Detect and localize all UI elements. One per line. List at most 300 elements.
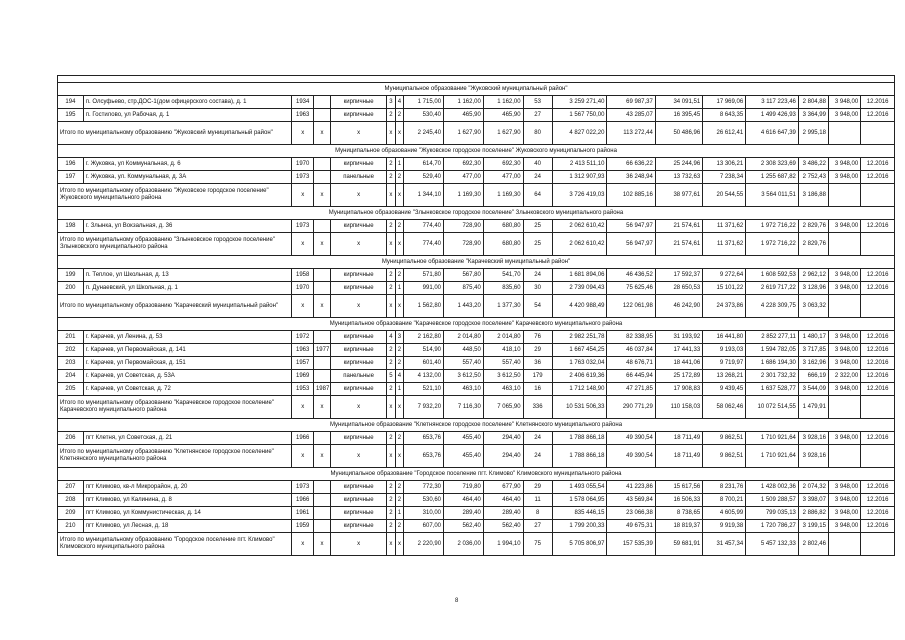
total-cell: 24 373,86 <box>703 295 746 318</box>
table-cell: 692,30 <box>444 158 484 171</box>
table-cell: 66 445,94 <box>607 370 655 383</box>
table-cell: 196 <box>58 158 84 171</box>
total-cell: 1 627,90 <box>483 122 523 145</box>
table-cell: 289,40 <box>444 507 484 520</box>
table-cell <box>313 171 330 184</box>
table-cell: 3 948,00 <box>828 383 860 396</box>
total-cell: х <box>331 533 387 556</box>
table-cell: 2 982 251,78 <box>552 331 607 344</box>
total-cell: 455,40 <box>444 445 484 468</box>
table-cell: 3 162,96 <box>798 357 828 370</box>
table-cell: 31 193,92 <box>655 331 702 344</box>
table-cell: 1 594 782,05 <box>746 344 799 357</box>
total-cell: 2 245,40 <box>404 122 444 145</box>
table-cell: 3 544,09 <box>798 383 828 396</box>
table-cell: 1 480,17 <box>798 331 828 344</box>
table-cell <box>313 109 330 122</box>
table-cell <box>313 520 330 533</box>
total-cell: 20 544,55 <box>703 184 746 207</box>
total-row <box>58 396 895 419</box>
table-cell: 11 <box>523 494 552 507</box>
table-cell: 1958 <box>292 269 314 282</box>
table-cell: 2 074,32 <box>798 481 828 494</box>
table-cell: 5 <box>387 370 396 383</box>
total-cell: 2 036,00 <box>444 533 484 556</box>
table-cell: г. Жуковка, ул Коммунальная, д. 6 <box>83 158 292 171</box>
table-cell: 25 <box>523 220 552 233</box>
table-cell: 2 162,80 <box>404 331 444 344</box>
total-cell: 38 977,61 <box>655 184 702 207</box>
table-cell: 12.2016 <box>861 507 895 520</box>
total-cell: х <box>292 533 314 556</box>
table-cell: 465,90 <box>444 109 484 122</box>
section-header <box>58 83 895 96</box>
table-cell: 4 <box>395 96 404 109</box>
table-cell: 1970 <box>292 158 314 171</box>
total-label: Итого по муниципальному образованию "Жуковское городское поселение" Жуковского муниципального района <box>58 184 292 207</box>
table-cell: 2 413 511,10 <box>552 158 607 171</box>
table-cell: 1 712 148,90 <box>552 383 607 396</box>
total-cell: х <box>331 445 387 468</box>
total-cell: 1 443,20 <box>444 295 484 318</box>
table-row <box>58 220 895 233</box>
table-cell: 567,80 <box>444 269 484 282</box>
table-cell <box>313 269 330 282</box>
table-cell: 2 <box>387 344 396 357</box>
table-cell <box>313 507 330 520</box>
table-cell: 4 132,00 <box>404 370 444 383</box>
table-cell: 204 <box>58 370 84 383</box>
table-cell: 69 987,37 <box>607 96 655 109</box>
table-cell: 3 128,96 <box>798 282 828 295</box>
table-cell: 3 199,15 <box>798 520 828 533</box>
table-cell: п. Олсуфьево, стр.ДОС-1(дом офицерского состава), д. 1 <box>83 96 292 109</box>
section-header <box>58 419 895 432</box>
table-cell: 12.2016 <box>861 432 895 445</box>
table-cell: 2 <box>387 158 396 171</box>
total-cell: х <box>387 184 396 207</box>
total-cell: х <box>395 122 404 145</box>
table-cell: 27 <box>523 520 552 533</box>
total-row <box>58 445 895 468</box>
total-cell: 336 <box>523 396 552 419</box>
table-cell: 9 193,03 <box>703 344 746 357</box>
table-cell: 12.2016 <box>861 344 895 357</box>
total-cell: х <box>292 295 314 318</box>
table-cell: 17 592,37 <box>655 269 702 282</box>
table-cell: 1961 <box>292 507 314 520</box>
total-cell: х <box>292 122 314 145</box>
table-cell: 195 <box>58 109 84 122</box>
table-cell: 3 948,00 <box>828 269 860 282</box>
total-cell <box>861 533 895 556</box>
total-cell <box>861 396 895 419</box>
total-cell: 1 169,30 <box>444 184 484 207</box>
total-cell: х <box>387 396 396 419</box>
total-cell: х <box>292 233 314 256</box>
total-cell: 1 377,30 <box>483 295 523 318</box>
table-cell: 1 799 200,33 <box>552 520 607 533</box>
total-label: Итого по муниципальному образованию "Жуковский муниципальный район" <box>58 122 292 145</box>
table-cell: 3 948,00 <box>828 282 860 295</box>
table-cell: пгт Климово, ул Лесная, д. 18 <box>83 520 292 533</box>
table-cell: 562,40 <box>483 520 523 533</box>
total-row <box>58 184 895 207</box>
table-cell: кирпичные <box>331 109 387 122</box>
table-row <box>58 171 895 184</box>
table-cell: 2 <box>395 357 404 370</box>
table-cell: 2 739 094,43 <box>552 282 607 295</box>
table-cell: кирпичные <box>331 383 387 396</box>
table-cell: 2 <box>387 481 396 494</box>
table-cell <box>313 357 330 370</box>
table-cell: 455,40 <box>444 432 484 445</box>
table-cell: 614,70 <box>404 158 444 171</box>
table-cell: 1970 <box>292 282 314 295</box>
total-cell: х <box>313 445 330 468</box>
table-row <box>58 109 895 122</box>
table-cell: 1972 <box>292 331 314 344</box>
table-cell: 3 928,16 <box>798 432 828 445</box>
total-cell: 4 228 309,75 <box>746 295 799 318</box>
table-cell: 1966 <box>292 432 314 445</box>
total-cell: 24 <box>523 445 552 468</box>
table-cell: 448,50 <box>444 344 484 357</box>
total-cell: х <box>331 396 387 419</box>
section-title: Муниципальное образование "Карачевское городское поселение" Карачевского муниципального района <box>58 318 895 331</box>
total-cell: х <box>395 396 404 419</box>
total-cell <box>861 445 895 468</box>
table-cell: 2 <box>387 432 396 445</box>
table-row <box>58 432 895 445</box>
total-cell: 7 116,30 <box>444 396 484 419</box>
total-cell: 1 344,10 <box>404 184 444 207</box>
table-cell: 2 <box>387 282 396 295</box>
total-label: Итого по муниципальному образованию "Городское поселение пгт. Климово" Климовского муниципального района <box>58 533 292 556</box>
table-cell: 8 231,76 <box>703 481 746 494</box>
table-cell: 3 364,99 <box>798 109 828 122</box>
table-cell: 1 681 894,06 <box>552 269 607 282</box>
table-cell: 557,40 <box>444 357 484 370</box>
table-cell: 205 <box>58 383 84 396</box>
table-cell: 4 <box>387 331 396 344</box>
table-cell: 2 062 610,42 <box>552 220 607 233</box>
table-cell: 43 569,84 <box>607 494 655 507</box>
total-cell: х <box>387 445 396 468</box>
table-cell: п. Дунаевский, ул Школьная, д. 1 <box>83 282 292 295</box>
table-cell: 53 <box>523 96 552 109</box>
table-cell: 16 <box>523 383 552 396</box>
table-cell: 3 612,50 <box>483 370 523 383</box>
table-cell: 418,10 <box>483 344 523 357</box>
total-cell: 1 710 921,64 <box>746 445 799 468</box>
table-cell: 16 506,33 <box>655 494 702 507</box>
total-cell: х <box>395 233 404 256</box>
table-cell: 15 101,22 <box>703 282 746 295</box>
section-header <box>58 318 895 331</box>
total-cell: 9 862,51 <box>703 445 746 468</box>
total-cell: 110 158,03 <box>655 396 702 419</box>
table-cell: 464,40 <box>444 494 484 507</box>
total-cell: х <box>387 295 396 318</box>
total-cell: х <box>395 184 404 207</box>
total-cell: х <box>313 122 330 145</box>
page-number: 8 <box>455 598 459 604</box>
total-cell: 1 169,30 <box>483 184 523 207</box>
total-cell: х <box>387 233 396 256</box>
table-cell: 24 <box>523 269 552 282</box>
table-cell: 465,90 <box>483 109 523 122</box>
total-cell: 64 <box>523 184 552 207</box>
table-cell: 24 <box>523 432 552 445</box>
table-cell: 1 <box>395 282 404 295</box>
table-cell: 835,60 <box>483 282 523 295</box>
total-cell: х <box>331 122 387 145</box>
table-cell: 2 <box>387 109 396 122</box>
table-cell: кирпичные <box>331 494 387 507</box>
total-label: Итого по муниципальному образованию "Карачевское городское поселение" Карачевского муниципального района <box>58 396 292 419</box>
table-cell: кирпичные <box>331 282 387 295</box>
table-cell: 477,00 <box>444 171 484 184</box>
table-cell: кирпичные <box>331 331 387 344</box>
table-row <box>58 494 895 507</box>
table-cell: 692,30 <box>483 158 523 171</box>
total-cell: 1 479,91 <box>798 396 828 419</box>
table-cell: пгт Климово, ул Коммунистическая, д. 14 <box>83 507 292 520</box>
table-cell: 2 962,12 <box>798 269 828 282</box>
table-cell: 1953 <box>292 383 314 396</box>
table-cell: г. Карачев, ул Советская, д. 72 <box>83 383 292 396</box>
total-cell: 2 829,76 <box>798 233 828 256</box>
table-cell: пгт Климово, кв-л Микрорайон, д. 20 <box>83 481 292 494</box>
table-cell: 2 <box>387 383 396 396</box>
table-cell: кирпичные <box>331 96 387 109</box>
table-cell: 12.2016 <box>861 96 895 109</box>
total-cell: 10 531 506,33 <box>552 396 607 419</box>
table-cell: 46 436,52 <box>607 269 655 282</box>
section-title: Муниципальное образование "Городское поселение пгт. Климово" Климовского муниципального района <box>58 468 895 481</box>
table-cell: 835 446,15 <box>552 507 607 520</box>
total-cell: 2 220,90 <box>404 533 444 556</box>
table-cell: 49 675,31 <box>607 520 655 533</box>
table-cell: 2 852 277,11 <box>746 331 799 344</box>
total-row <box>58 533 895 556</box>
total-cell: 774,40 <box>404 233 444 256</box>
table-cell: 1969 <box>292 370 314 383</box>
table-cell: г. Карачев, ул Первомайская, д. 141 <box>83 344 292 357</box>
table-cell: 719,80 <box>444 481 484 494</box>
total-cell: 58 062,46 <box>703 396 746 419</box>
table-cell: кирпичные <box>331 220 387 233</box>
total-cell: х <box>292 184 314 207</box>
table-cell: 12.2016 <box>861 494 895 507</box>
total-cell: х <box>313 396 330 419</box>
table-cell: 48 676,71 <box>607 357 655 370</box>
table-cell: 9 862,51 <box>703 432 746 445</box>
total-cell <box>828 445 860 468</box>
table-cell: 206 <box>58 432 84 445</box>
total-cell: х <box>292 396 314 419</box>
register-sheet <box>57 75 895 556</box>
total-cell <box>861 184 895 207</box>
total-label: Итого по муниципальному образованию "Клетнянское городское поселение" Клетнянского муниципального района <box>58 445 292 468</box>
total-cell: 54 <box>523 295 552 318</box>
table-cell: 2 <box>395 269 404 282</box>
section-title: Муниципальное образование "Жуковский муниципальный район" <box>58 83 895 96</box>
table-cell: 12.2016 <box>861 158 895 171</box>
table-cell: 1 162,00 <box>483 96 523 109</box>
table-body <box>58 76 895 556</box>
table-cell: 1 710 921,64 <box>746 432 799 445</box>
table-cell: кирпичные <box>331 344 387 357</box>
total-cell: 653,76 <box>404 445 444 468</box>
table-cell: кирпичные <box>331 158 387 171</box>
table-cell: кирпичные <box>331 269 387 282</box>
table-cell: 4 605,99 <box>703 507 746 520</box>
table-row <box>58 344 895 357</box>
table-cell <box>313 96 330 109</box>
table-cell: 1 493 055,54 <box>552 481 607 494</box>
total-cell: 5 457 132,33 <box>746 533 799 556</box>
total-cell: х <box>387 122 396 145</box>
table-cell: 16 395,45 <box>655 109 702 122</box>
total-cell: 3 564 011,51 <box>746 184 799 207</box>
table-row <box>58 269 895 282</box>
total-cell: 680,80 <box>483 233 523 256</box>
table-cell: 1 428 002,36 <box>746 481 799 494</box>
total-cell: х <box>387 533 396 556</box>
table-cell: 43 285,07 <box>607 109 655 122</box>
table-cell: 601,40 <box>404 357 444 370</box>
table-cell: 653,76 <box>404 432 444 445</box>
table-cell: 875,40 <box>444 282 484 295</box>
total-cell: 1 562,80 <box>404 295 444 318</box>
total-cell: 46 242,90 <box>655 295 702 318</box>
table-cell: 2 <box>387 269 396 282</box>
table-cell: 3 <box>387 96 396 109</box>
table-cell: 3 948,00 <box>828 220 860 233</box>
table-cell: 2 886,82 <box>798 507 828 520</box>
table-row <box>58 282 895 295</box>
table-cell: 24 <box>523 171 552 184</box>
total-cell: х <box>395 295 404 318</box>
table-cell: 12.2016 <box>861 171 895 184</box>
table-cell: 16 441,80 <box>703 331 746 344</box>
table-cell: 3 948,00 <box>828 432 860 445</box>
table-cell: 1 720 786,27 <box>746 520 799 533</box>
total-cell: 294,40 <box>483 445 523 468</box>
table-cell: 1 667 454,25 <box>552 344 607 357</box>
table-cell: 2 <box>387 171 396 184</box>
table-cell: 2 014,80 <box>483 331 523 344</box>
table-cell: 1973 <box>292 171 314 184</box>
total-cell: 4 827 022,20 <box>552 122 607 145</box>
table-cell: кирпичные <box>331 432 387 445</box>
table-cell: 12.2016 <box>861 383 895 396</box>
table-cell: 2 619 717,22 <box>746 282 799 295</box>
table-cell: г. Карачев, ул Ленина, д. 53 <box>83 331 292 344</box>
table-cell: панельные <box>331 171 387 184</box>
table-cell: 2 804,88 <box>798 96 828 109</box>
table-cell: 18 711,49 <box>655 432 702 445</box>
table-cell: 49 390,54 <box>607 432 655 445</box>
total-cell: 31 457,34 <box>703 533 746 556</box>
table-cell: 3 948,00 <box>828 481 860 494</box>
total-cell: 290 771,29 <box>607 396 655 419</box>
table-cell: 1 255 687,82 <box>746 171 799 184</box>
table-cell: 1973 <box>292 481 314 494</box>
total-cell: х <box>331 184 387 207</box>
total-cell: 157 535,39 <box>607 533 655 556</box>
table-cell: 8 643,35 <box>703 109 746 122</box>
total-cell: х <box>395 445 404 468</box>
table-cell: 2 301 732,32 <box>746 370 799 383</box>
table-cell: 3 <box>395 331 404 344</box>
table-row <box>58 383 895 396</box>
total-row <box>58 295 895 318</box>
table-cell: 1 715,00 <box>404 96 444 109</box>
table-cell: 201 <box>58 331 84 344</box>
table-cell: 2 <box>387 520 396 533</box>
table-cell: пгт Климово, ул Калинина, д. 8 <box>83 494 292 507</box>
total-cell: 80 <box>523 122 552 145</box>
table-row <box>58 158 895 171</box>
table-cell: 3 398,07 <box>798 494 828 507</box>
table-cell: г. Карачев, ул Советская, д. 53А <box>83 370 292 383</box>
table-cell: панельные <box>331 370 387 383</box>
total-cell: 21 574,61 <box>655 233 702 256</box>
total-cell: 25 <box>523 233 552 256</box>
table-cell: 18 441,06 <box>655 357 702 370</box>
table-cell: 9 439,45 <box>703 383 746 396</box>
table-row <box>58 96 895 109</box>
table-cell: 1959 <box>292 520 314 533</box>
table-cell: 1 499 426,93 <box>746 109 799 122</box>
table-cell: 198 <box>58 220 84 233</box>
table-cell <box>313 282 330 295</box>
table-cell: 2 <box>395 220 404 233</box>
table-cell: 23 066,38 <box>607 507 655 520</box>
table-cell: кирпичные <box>331 481 387 494</box>
table-cell: 1966 <box>292 494 314 507</box>
total-cell: 3 186,88 <box>798 184 828 207</box>
table-cell: 40 <box>523 158 552 171</box>
total-cell: 50 486,96 <box>655 122 702 145</box>
total-cell: х <box>313 295 330 318</box>
table-cell: 13 306,21 <box>703 158 746 171</box>
table-cell: 29 <box>523 481 552 494</box>
table-cell: 1963 <box>292 344 314 357</box>
table-cell: 2 <box>395 494 404 507</box>
total-cell: 728,90 <box>444 233 484 256</box>
total-cell: х <box>395 533 404 556</box>
table-cell: 3 486,22 <box>798 158 828 171</box>
table-cell: 30 <box>523 282 552 295</box>
total-cell: 75 <box>523 533 552 556</box>
table-cell: 1 686 194,30 <box>746 357 799 370</box>
total-cell: 1 994,10 <box>483 533 523 556</box>
table-cell: 2 <box>395 432 404 445</box>
table-cell: 1973 <box>292 220 314 233</box>
table-cell: 2 829,76 <box>798 220 828 233</box>
total-cell <box>828 533 860 556</box>
table-cell: 2 <box>387 507 396 520</box>
total-row <box>58 122 895 145</box>
table-cell: 75 625,46 <box>607 282 655 295</box>
table-cell: 3 948,00 <box>828 520 860 533</box>
table-cell: 289,40 <box>483 507 523 520</box>
table-cell: п. Теплое, ул Школьная, д. 13 <box>83 269 292 282</box>
